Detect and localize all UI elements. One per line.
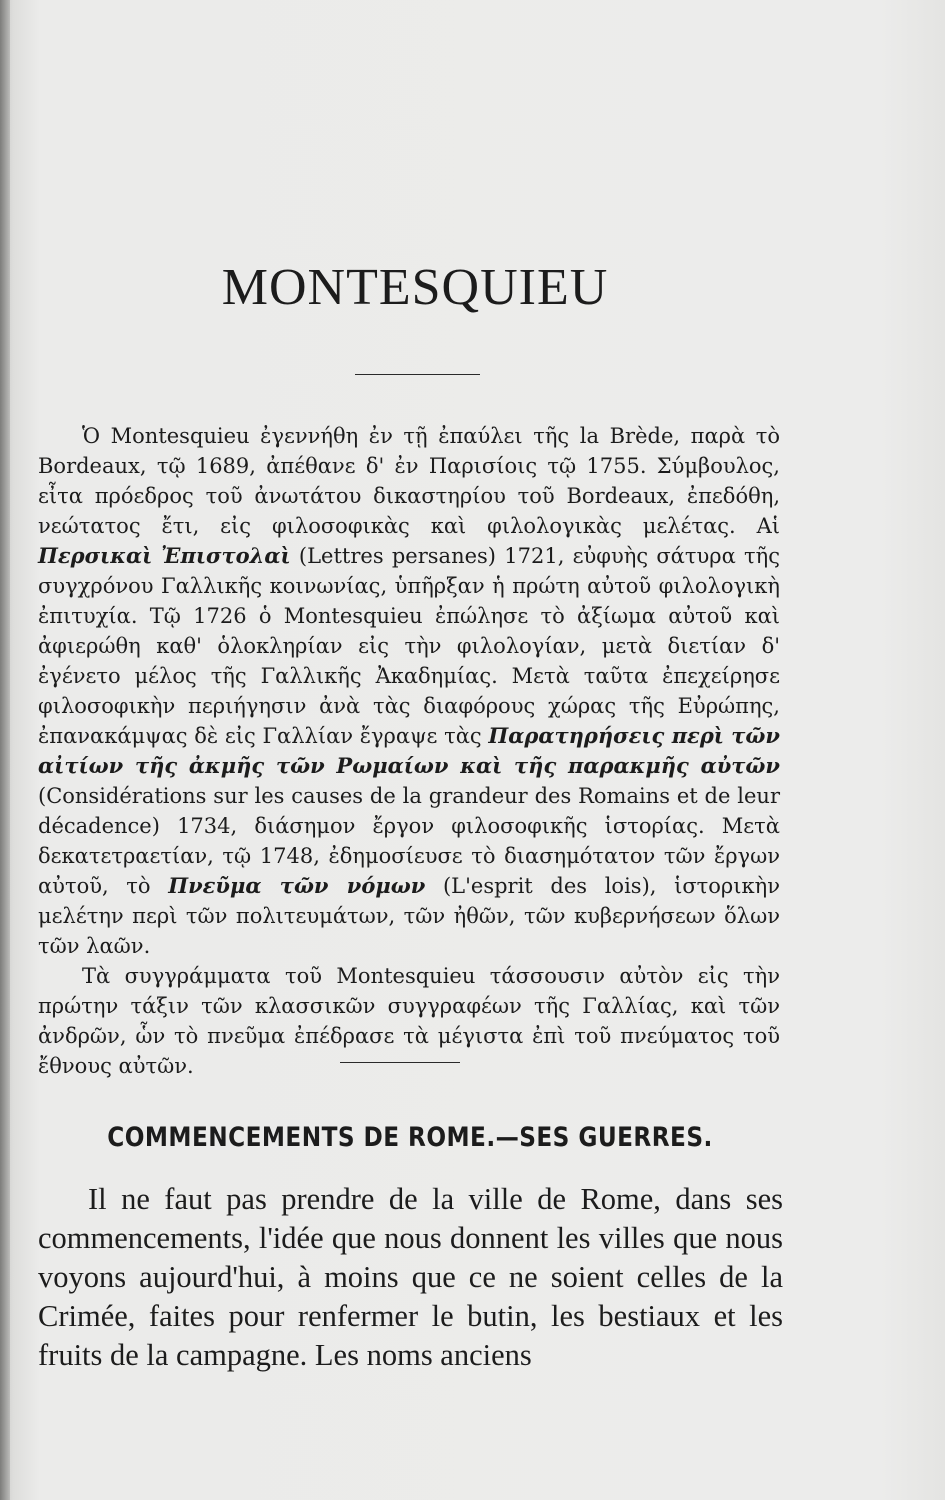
- chapter-paragraph-1: Il ne faut pas prendre de la ville de Rome, dans ses commencements, l'idée que nous donnent les villes que nous voyons aujourd'hui, à moins que ce ne soient celles de la Crimée, faites pour renfermer le butin, les bestiaux et les fruits de la campagne. Les noms anciens: [38, 1182, 783, 1372]
- page-title: MONTESQUIEU: [221, 259, 609, 316]
- bio-italic-title-3: Πνεῦμα τῶν νόμων: [168, 873, 426, 898]
- bio-italic-title-1: Περσικαὶ Ἐπιστολαὶ: [38, 543, 291, 568]
- biography-section: [38, 421, 780, 1081]
- bio-text-c: (Considérations sur les causes de la grandeur des Romains et de leur décadence) 1734, διάσημον ἔργον φιλοσοφικῆς ἱστορίας. Μετὰ δεκατετραετίαν, τῷ 1748, ἐδημοσίευσε τὸ διασημότατον τῶν ἔργων αὐτοῦ, τὸ: [38, 784, 780, 898]
- bio-text-d: (L'esprit des lois), ἱστορικὴν μελέτην περὶ τῶν πολιτευμάτων, τῶν ἠθῶν, τῶν κυβερνήσεων ὅλων τῶν λαῶν.: [38, 874, 780, 958]
- bio-text-b: (Lettres persanes) 1721, εὐφυὴς σάτυρα τῆς συγχρόνου Γαλλικῆς κοινωνίας, ὑπῆρξαν ἡ πρώτη αὐτοῦ φιλολογικὴ ἐπιτυχία. Τῷ 1726 ὁ Montesquieu ἐπώλησε τὸ ἀξίωμα αὐτοῦ καὶ ἀφιερώθη καθ' ὁλοκληρίαν εἰς τὴν φιλολογίαν, μετὰ διετίαν δ' ἐγένετο μέλος τῆς Γαλλικῆς Ἀκαδημίας. Μετὰ ταῦτα ἐπεχείρησε φιλοσοφικὴν περιήγησιν ἀνὰ τὰς διαφόρους χώρας τῆς Εὐρώπης, ἐπανακάμψας δὲ εἰς Γαλλίαν ἔγραψε τὰς: [38, 544, 780, 748]
- title-divider: [355, 374, 480, 375]
- chapter-heading: COMMENCEMENTS DE ROME.—SES GUERRES.: [107, 1122, 713, 1153]
- section-divider: [340, 1062, 460, 1063]
- bio-text-a: Ὁ Montesquieu ἐγεννήθη ἐν τῇ ἐπαύλει τῆς la Brède, παρὰ τὸ Bordeaux, τῷ 1689, ἀπέθανε δ' ἐν Παρισίοις τῷ 1755. Σύμβουλος, εἶτα πρόεδρος τοῦ ἀνωτάτου δικαστηρίου τοῦ Bordeaux, ἐπεδόθη, νεώτατος ἔτι, εἰς φιλοσοφικὰς καὶ φιλολογικὰς μελέτας. Αἱ: [38, 424, 780, 538]
- bio-italic-title-2: Παρατηρήσεις περὶ τῶν αἰτίων τῆς ἀκμῆς τῶν Ρωμαίων καὶ τῆς παρακμῆς αὐτῶν: [38, 723, 780, 778]
- biography-paragraph-1: [38, 421, 780, 961]
- chapter-body: [38, 1180, 783, 1375]
- page-spine-edge: [0, 0, 10, 1500]
- biography-paragraph-2: Τὰ συγγράμματα τοῦ Montesquieu τάσσουσιν αὐτὸν εἰς τὴν πρώτην τάξιν τῶν κλασσικῶν συγγραφέων τῆς Γαλλίας, καὶ τῶν ἀνδρῶν, ὧν τὸ πνεῦμα ἐπέδρασε τὰ μέγιστα ἐπὶ τοῦ πνεύματος τοῦ ἔθνους αὐτῶν.: [38, 964, 780, 1078]
